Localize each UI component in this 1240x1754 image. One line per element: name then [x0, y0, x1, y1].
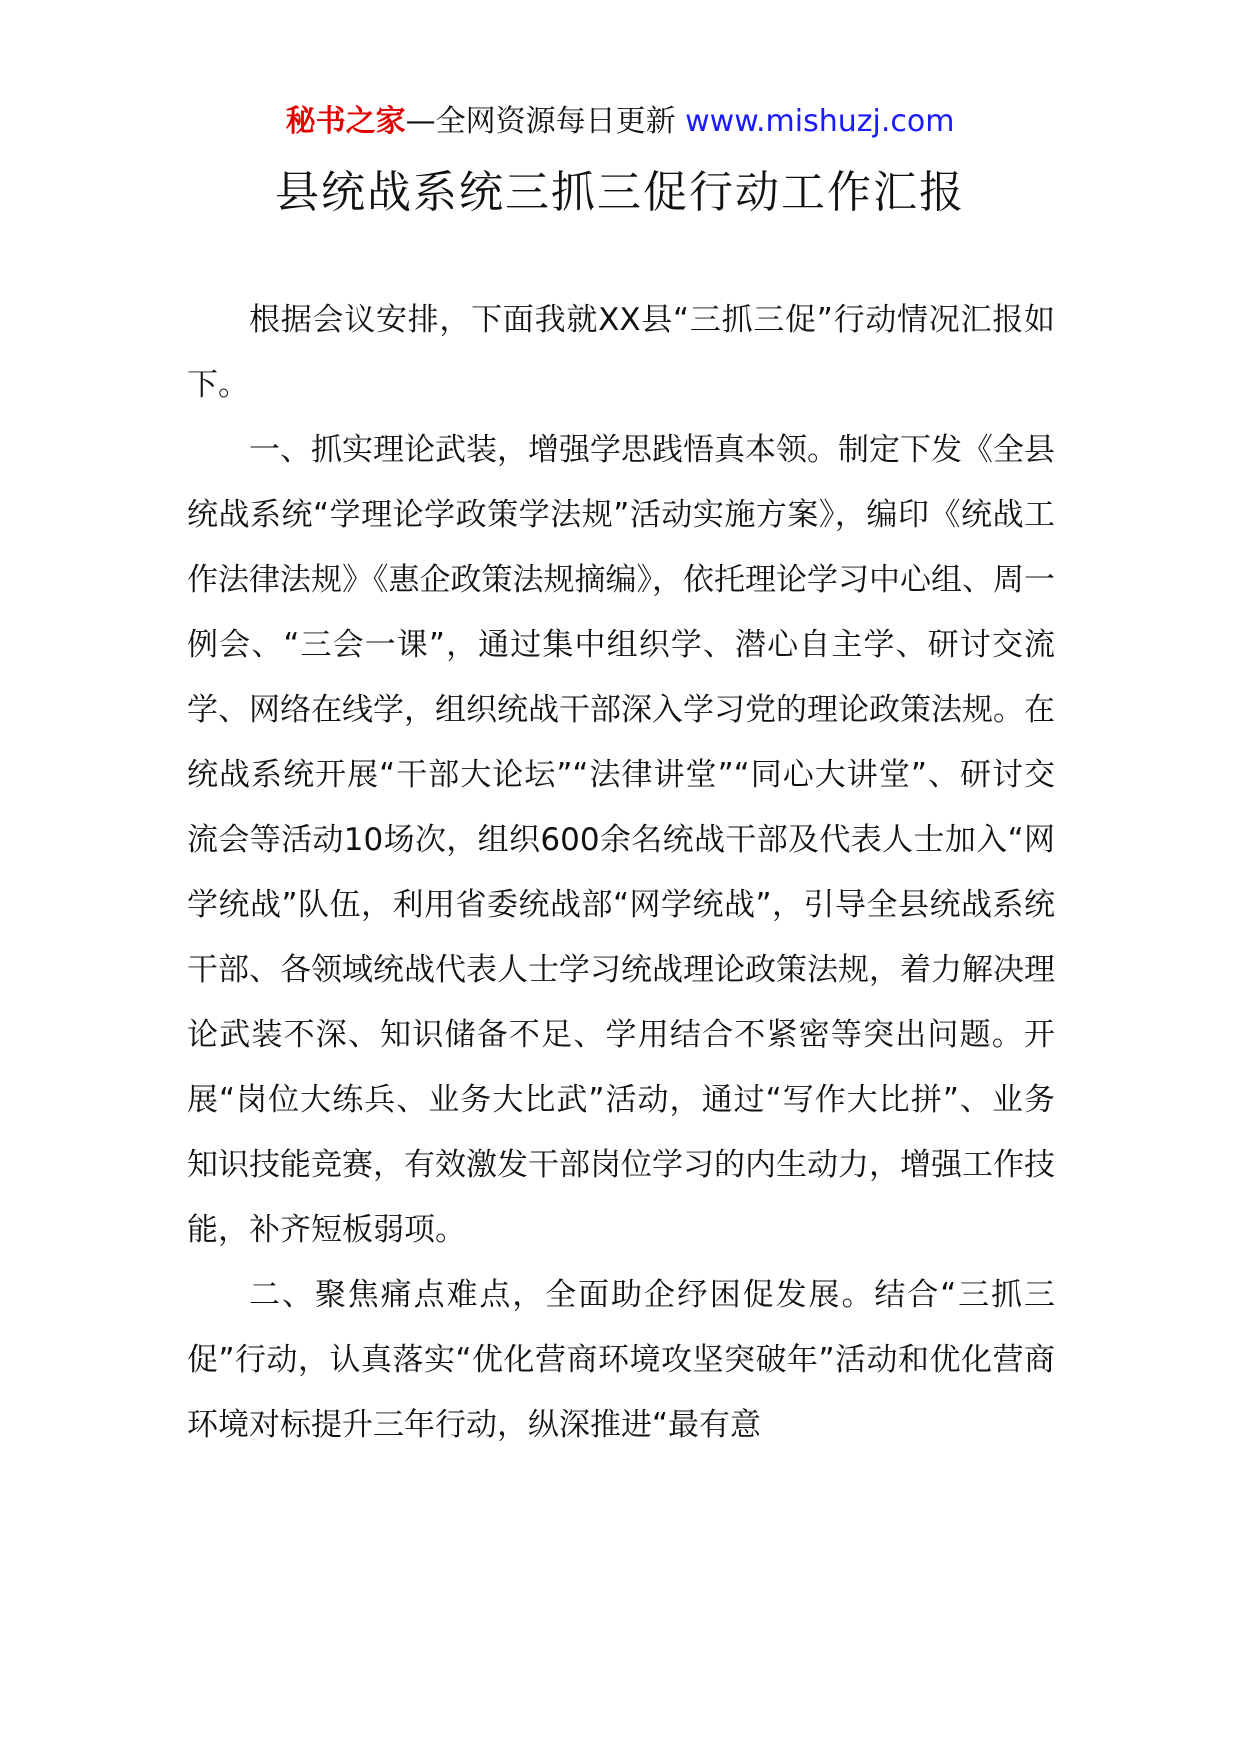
- paragraph-intro: 根据会议安排，下面我就XX县“三抓三促”行动情况汇报如下。: [187, 302, 1055, 403]
- brand-name: 秘书之家: [285, 104, 406, 139]
- paragraph-section-1: 一、抓实理论武装，增强学思践悟真本领。制定下发《全县统战系统“学理论学政策学法规”活动实施方案》，编印《统战工作法律法规》《惠企政策法规摘编》，依托理论学习中心组、周一例会、“三会一课”，通过集中组织学、潜心自主学、研讨交流学、网络在线学，组织统战干部深入学习党的理论政策法规。在统战系统开展“干部大论坛”“法律讲堂”“同心大讲堂”、研讨交流会等活动10场次，组织600余名统战干部及代表人士加入“网学统战”队伍，利用省委统战部“网学统战”，引导全县统战系统干部、各领域统战代表人士学习统战理论政策法规，着力解决理论武装不深、知识储备不足、学用结合不紧密等突出问题。开展“岗位大练兵、业务大比武”活动，通过“写作大比拼”、业务知识技能竞赛，有效激发干部岗位学习的内生动力，增强工作技能，补齐短板弱项。: [187, 432, 1055, 1248]
- document-title: 县统战系统三抓三促行动工作汇报: [275, 167, 965, 218]
- site-url-link[interactable]: www.mishuzj.com: [685, 104, 955, 139]
- site-header: [0, 100, 1240, 144]
- header-tagline: —全网资源每日更新: [405, 104, 676, 139]
- paragraph-section-2: 二、聚焦痛点难点，全面助企纾困促发展。结合“三抓三促”行动，认真落实“优化营商环境攻坚突破年”活动和优化营商环境对标提升三年行动，纵深推进“最有意: [187, 1277, 1055, 1443]
- document-body: [187, 288, 1055, 1458]
